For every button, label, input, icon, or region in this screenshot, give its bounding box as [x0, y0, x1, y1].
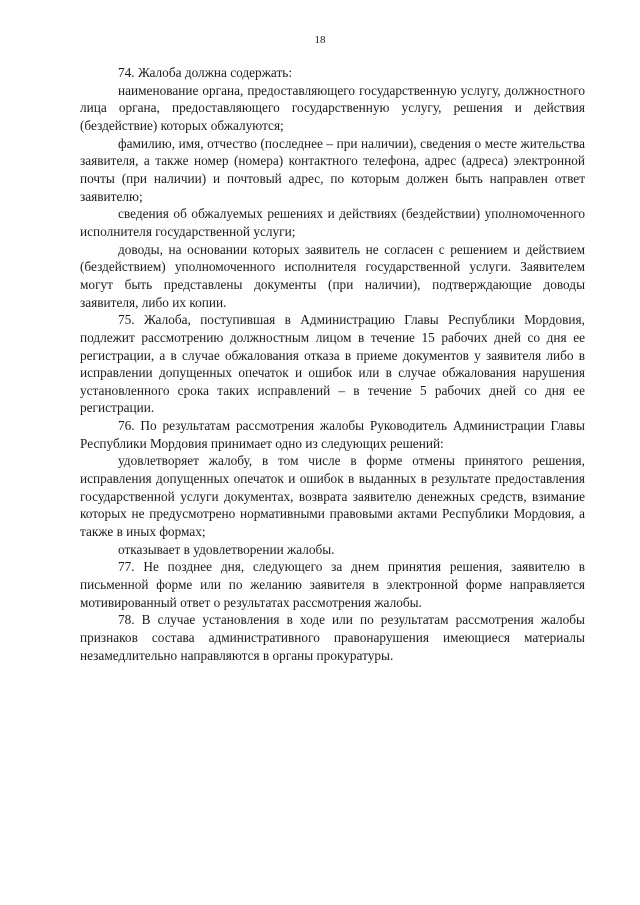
document-body [80, 64, 585, 664]
paragraph-item-arguments: доводы, на основании которых заявитель не согласен с решением и действием (бездействием) уполномоченного исполнителя государственной услуги. Заявителем могут быть представлены документы (при наличии), подтверждающие доводы заявителя, либо их копии. [80, 241, 585, 310]
paragraph-78: 78. В случае установления в ходе или по результатам рассмотрения жалобы признаков состава административного правонарушения имеющиеся материалы незамедлительно направляются в органы прокуратуры. [80, 612, 585, 663]
paragraph-item-organ: наименование органа, предоставляющего государственную услугу, должностного лица органа, предоставляющего государственную услугу, решения и действия (бездействие) которых обжалуются; [80, 82, 585, 133]
paragraph-item-decisions: сведения об обжалуемых решениях и действиях (бездействии) уполномоченного исполнителя государственной услуги; [80, 206, 585, 239]
page-number: 18 [314, 34, 326, 46]
paragraph-item-satisfies: удовлетворяет жалобу, в том числе в форме отмены принятого решения, исправления допущенных опечаток и ошибок в выданных в результате предоставления государственной услуги документах, возврата заявителю денежных средств, взимание которых не предусмотрено нормативными правовыми актами Республики Мордовия, а также в иных формах; [80, 453, 585, 540]
paragraph-74-heading: 74. Жалоба должна содержать: [118, 65, 293, 80]
paragraph-77: 77. Не позднее дня, следующего за днем принятия решения, заявителю в письменной форме или по желанию заявителя в электронной форме направляется мотивированный ответ о результатах рассмотрения жалобы. [80, 559, 585, 610]
paragraph-item-applicant-info: фамилию, имя, отчество (последнее – при наличии), сведения о месте жительства заявителя, а также номер (номера) контактного телефона, адрес (адреса) электронной почты (при наличии) и почтовый адрес, по которым должен быть направлен ответ заявителю; [80, 135, 585, 204]
paragraph-76: 76. По результатам рассмотрения жалобы Руководитель Администрации Главы Республики Мордовия принимает одно из следующих решений: [80, 418, 585, 451]
paragraph-item-refuses: отказывает в удовлетворении жалобы. [118, 541, 335, 557]
paragraph-75: 75. Жалоба, поступившая в Администрацию Главы Республики Мордовия, подлежит рассмотрению должностным лицом в течение 15 рабочих дней со дня ее регистрации, а в случае обжалования отказа в приеме документов у заявителя либо в исправлении допущенных опечаток и ошибок или в случае обжалования нарушения установленного срока таких исправлений – в течение 5 рабочих дней со дня ее регистрации. [80, 312, 585, 416]
